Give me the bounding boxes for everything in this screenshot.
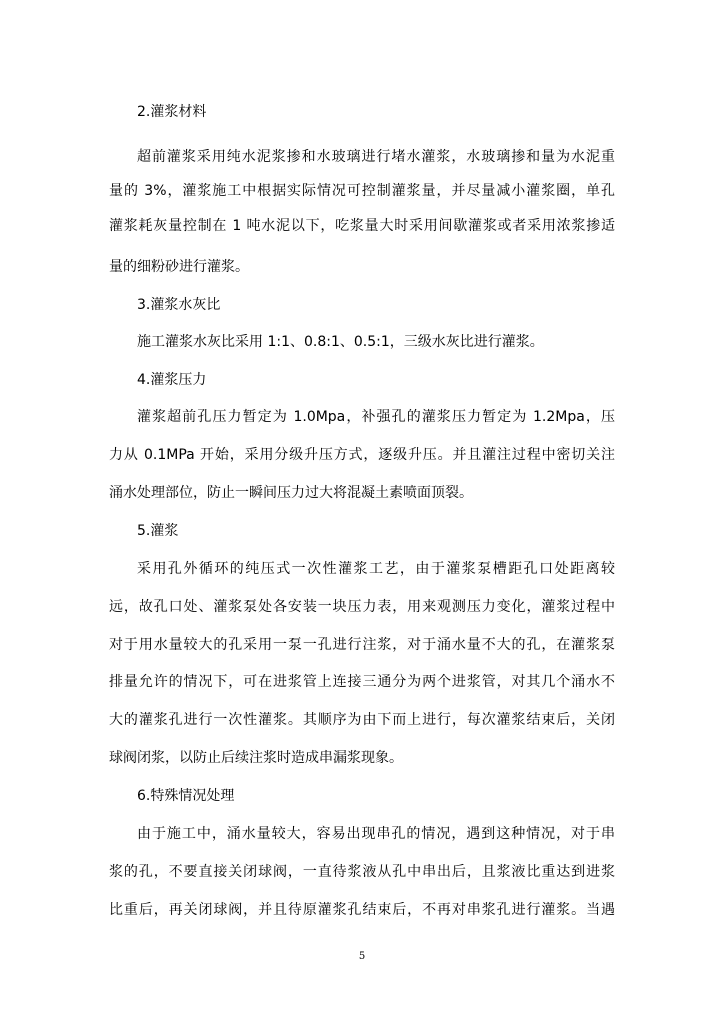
paragraph-line: 浆的孔，不要直接关闭球阀，一直待浆液从孔中串出后，且浆液比重达到进浆 <box>109 864 615 880</box>
paragraph-line: 力从 0.1MPa 开始，采用分级升压方式，逐级升压。并且灌注过程中密切关注 <box>109 447 615 463</box>
paragraph-line: 涌水处理部位，防止一瞬间压力过大将混凝土素喷面顶裂。 <box>109 485 473 501</box>
section-heading: 5.灌浆 <box>137 523 179 539</box>
page-number: 5 <box>358 951 366 962</box>
paragraph-line: 大的灌浆孔进行一次性灌浆。其顺序为由下而上进行，每次灌浆结束后，关闭 <box>109 712 615 728</box>
paragraph-line: 比重后，再关闭球阀，并且待原灌浆孔结束后，不再对串浆孔进行灌浆。当遇 <box>109 902 615 918</box>
paragraph-line: 对于用水量较大的孔采用一泵一孔进行注浆，对于涌水量不大的孔，在灌浆泵 <box>109 637 615 653</box>
paragraph-line: 超前灌浆采用纯水泥浆掺和水玻璃进行堵水灌浆，水玻璃掺和量为水泥重 <box>137 149 615 165</box>
paragraph-line: 灌浆耗灰量控制在 1 吨水泥以下，吃浆量大时采用间歇灌浆或者采用浓浆掺适 <box>109 218 615 234</box>
paragraph-line: 远，故孔口处、灌浆泵处各安装一块压力表，用来观测压力变化，灌浆过程中 <box>109 599 615 615</box>
paragraph-line: 灌浆超前孔压力暂定为 1.0Mpa，补强孔的灌浆压力暂定为 1.2Mpa，压 <box>137 409 615 425</box>
section-heading: 3.灌浆水灰比 <box>137 297 221 313</box>
paragraph-line: 球阀闭浆，以防止后续注浆时造成串漏浆现象。 <box>109 750 403 766</box>
paragraph-line: 由于施工中，涌水量较大，容易出现串孔的情况，遇到这种情况，对于串 <box>137 826 615 842</box>
paragraph-line: 量的 3%，灌浆施工中根据实际情况可控制灌浆量，并尽量减小灌浆圈，单孔 <box>109 183 615 199</box>
paragraph-line: 采用孔外循环的纯压式一次性灌浆工艺，由于灌浆泵槽距孔口处距离较 <box>137 561 615 577</box>
section-heading: 6.特殊情况处理 <box>137 788 235 804</box>
section-heading: 2.灌浆材料 <box>137 104 207 120</box>
paragraph-line: 排量允许的情况下，可在进浆管上连接三通分为两个进浆管，对其几个涌水不 <box>109 674 615 690</box>
paragraph-line: 量的细粉砂进行灌浆。 <box>109 259 249 275</box>
section-heading: 4.灌浆压力 <box>137 372 207 388</box>
paragraph-line: 施工灌浆水灰比采用 1:1、0.8:1、0.5:1，三级水灰比进行灌浆。 <box>137 334 544 350</box>
